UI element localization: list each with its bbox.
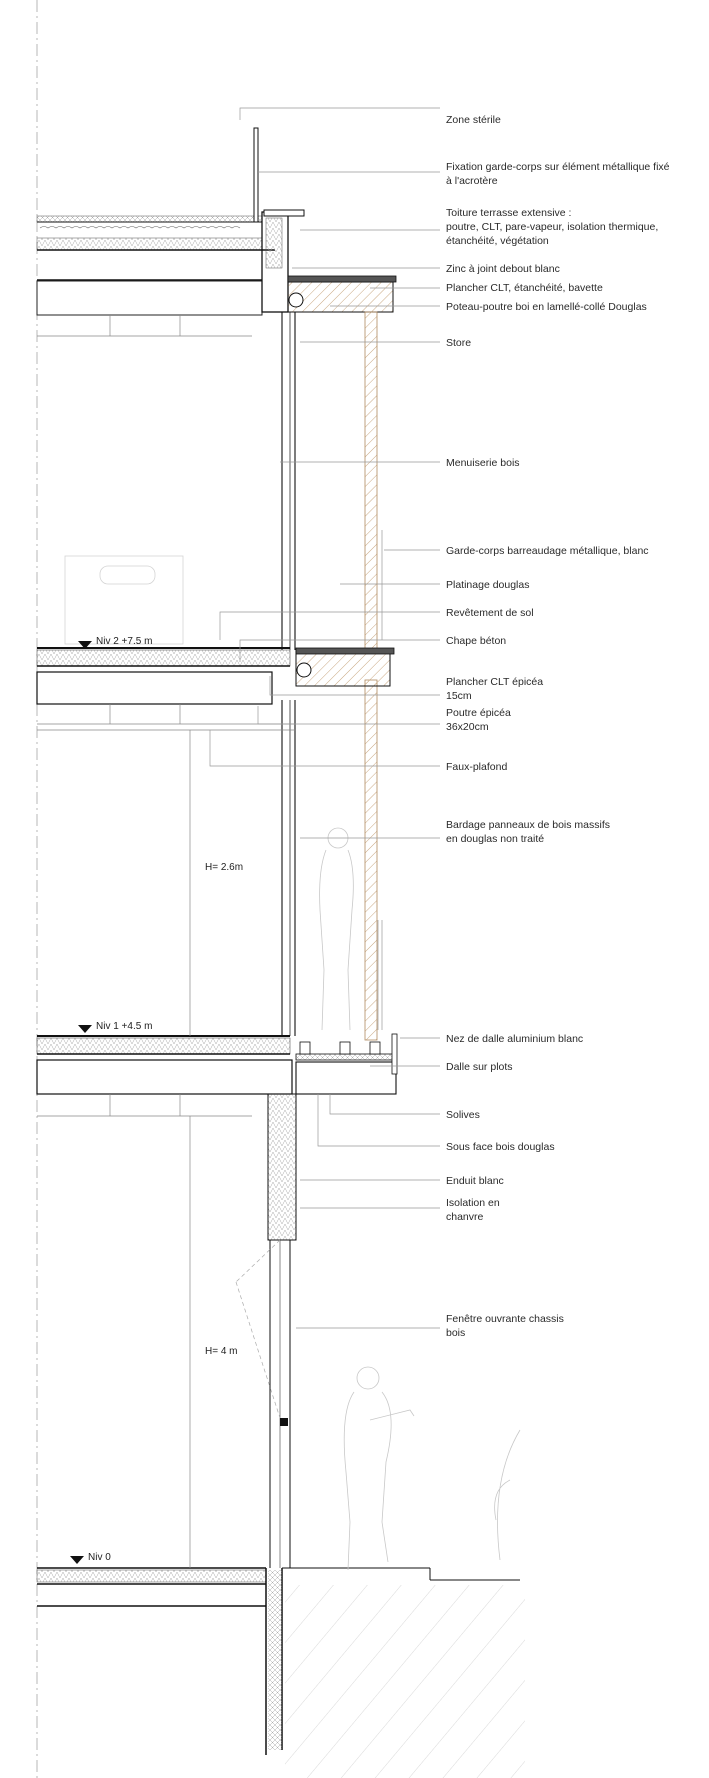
level-label-niv0: Niv 0 [88, 1552, 111, 1563]
label-fenetre-line2: bois [446, 1327, 466, 1339]
label-fixation-line2: à l'acrotère [446, 175, 498, 187]
human-figure-upper [320, 828, 354, 1030]
label-solives: Solives [446, 1109, 480, 1121]
annotations [446, 114, 670, 1339]
level-label-niv2: Niv 2 +7.5 m [96, 636, 153, 647]
label-faux-plafond: Faux-plafond [446, 761, 508, 773]
label-nez-dalle: Nez de dalle aluminium blanc [446, 1033, 584, 1045]
label-dalle-plots: Dalle sur plots [446, 1061, 513, 1073]
human-figure-lower [344, 1367, 414, 1570]
label-toiture-line2: poutre, CLT, pare-vapeur, isolation thermique, [446, 221, 659, 233]
label-toiture-line3: étanchéité, végétation [446, 235, 549, 247]
upper-facade [282, 312, 295, 1036]
label-zone-sterile: Zone stérile [446, 114, 501, 126]
label-garde-corps: Garde-corps barreaudage métallique, blanc [446, 545, 649, 557]
floor-niv2 [37, 556, 394, 730]
label-bardage-line2: en douglas non traité [446, 833, 545, 845]
label-revetement: Revêtement de sol [446, 607, 534, 619]
label-sous-face: Sous face bois douglas [446, 1141, 555, 1153]
level-label-niv1: Niv 1 +4.5 m [96, 1021, 153, 1032]
label-fenetre-line1: Fenêtre ouvrante chassis [446, 1313, 564, 1325]
label-fixation-line1: Fixation garde-corps sur élément métallique fixé [446, 161, 670, 173]
label-platinage: Platinage douglas [446, 579, 530, 591]
label-bardage-line1: Bardage panneaux de bois massifs [446, 819, 611, 831]
label-poutre-line1: Poutre épicéa [446, 707, 511, 719]
label-store: Store [446, 337, 472, 349]
label-menuiserie: Menuiserie bois [446, 457, 520, 469]
level-marker-niv0 [70, 1552, 111, 1564]
label-chape: Chape béton [446, 635, 507, 647]
height-label-lower: H= 4 m [205, 1346, 238, 1357]
label-zinc: Zinc à joint debout blanc [446, 263, 560, 275]
foundation [37, 1568, 525, 1778]
label-plancher-clt-line2: 15cm [446, 690, 472, 702]
height-dimension-lower [190, 1116, 238, 1568]
label-toiture-line1: Toiture terrasse extensive : [446, 207, 572, 219]
height-dimension-upper [190, 730, 243, 1036]
roof-assembly [37, 128, 396, 336]
height-label-upper: H= 2.6m [205, 862, 244, 873]
floor-niv1 [37, 1034, 397, 1116]
label-isolation-line1: Isolation en [446, 1197, 500, 1209]
label-isolation-line2: chanvre [446, 1211, 484, 1223]
label-poteau-poutre: Poteau-poutre boi en lamellé-collé Douglas [446, 301, 647, 313]
level-marker-niv1 [78, 1021, 152, 1033]
label-plancher-clt-line1: Plancher CLT épicéa [446, 676, 544, 688]
ground-floor-wall [236, 1094, 296, 1568]
label-plancher-clt-toit: Plancher CLT, étanchéité, bavette [446, 282, 603, 294]
label-poutre-line2: 36x20cm [446, 721, 489, 733]
label-enduit: Enduit blanc [446, 1175, 504, 1187]
tree-sketch [495, 1430, 520, 1560]
